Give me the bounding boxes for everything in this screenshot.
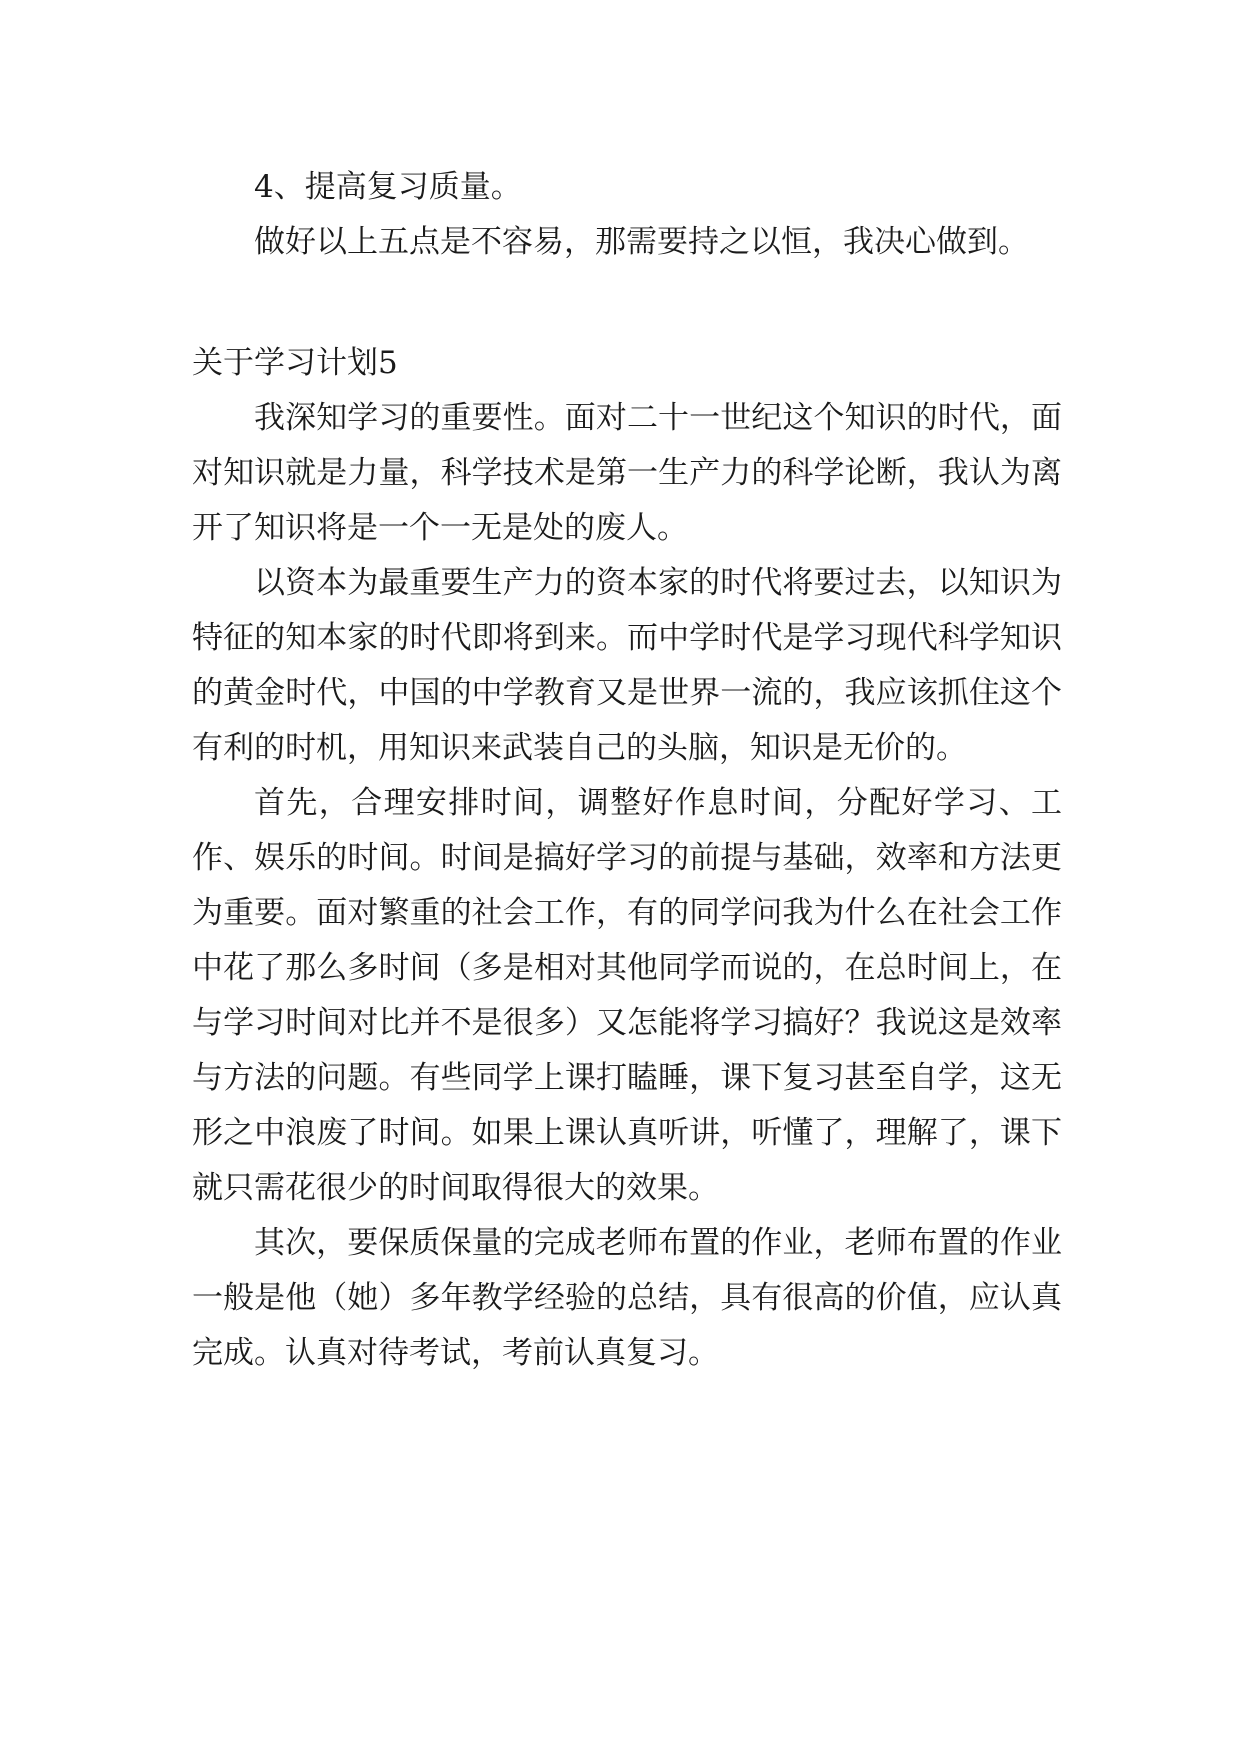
section-title: 关于学习计划5 — [192, 345, 398, 381]
paragraph-4: 其次，要保质保量的完成老师布置的作业，老师布置的作业一般是他（她）多年教学经验的总结，具有很高的价值，应认真完成。认真对待考试，考前认真复习。 — [192, 1225, 1062, 1371]
paragraph-1: 我深知学习的重要性。面对二十一世纪这个知识的时代，面对知识就是力量，科学技术是第一生产力的科学论断，我认为离开了知识将是一个一无是处的废人。 — [192, 400, 1062, 546]
intro-closing: 做好以上五点是不容易，那需要持之以恒，我决心做到。 — [254, 224, 1029, 260]
section-gap — [192, 270, 1062, 336]
document-page — [192, 160, 1062, 1381]
intro-item-4: 4、提高复习质量。 — [254, 169, 522, 205]
paragraph-3: 首先，合理安排时间，调整好作息时间，分配好学习、工作、娱乐的时间。时间是搞好学习的前提与基础，效率和方法更为重要。面对繁重的社会工作，有的同学问我为什么在社会工作中花了那么多时间（多是相对其他同学而说的，在总时间上，在与学习时间对比并不是很多）又怎能将学习搞好？我说这是效率与方法的问题。有些同学上课打瞌睡，课下复习甚至自学，这无形之中浪废了时间。如果上课认真听讲，听懂了，理解了，课下就只需花很少的时间取得很大的效果。 — [192, 785, 1062, 1206]
paragraph-2: 以资本为最重要生产力的资本家的时代将要过去，以知识为特征的知本家的时代即将到来。而中学时代是学习现代科学知识的黄金时代，中国的中学教育又是世界一流的，我应该抓住这个有利的时机，用知识来武装自己的头脑，知识是无价的。 — [192, 565, 1062, 766]
